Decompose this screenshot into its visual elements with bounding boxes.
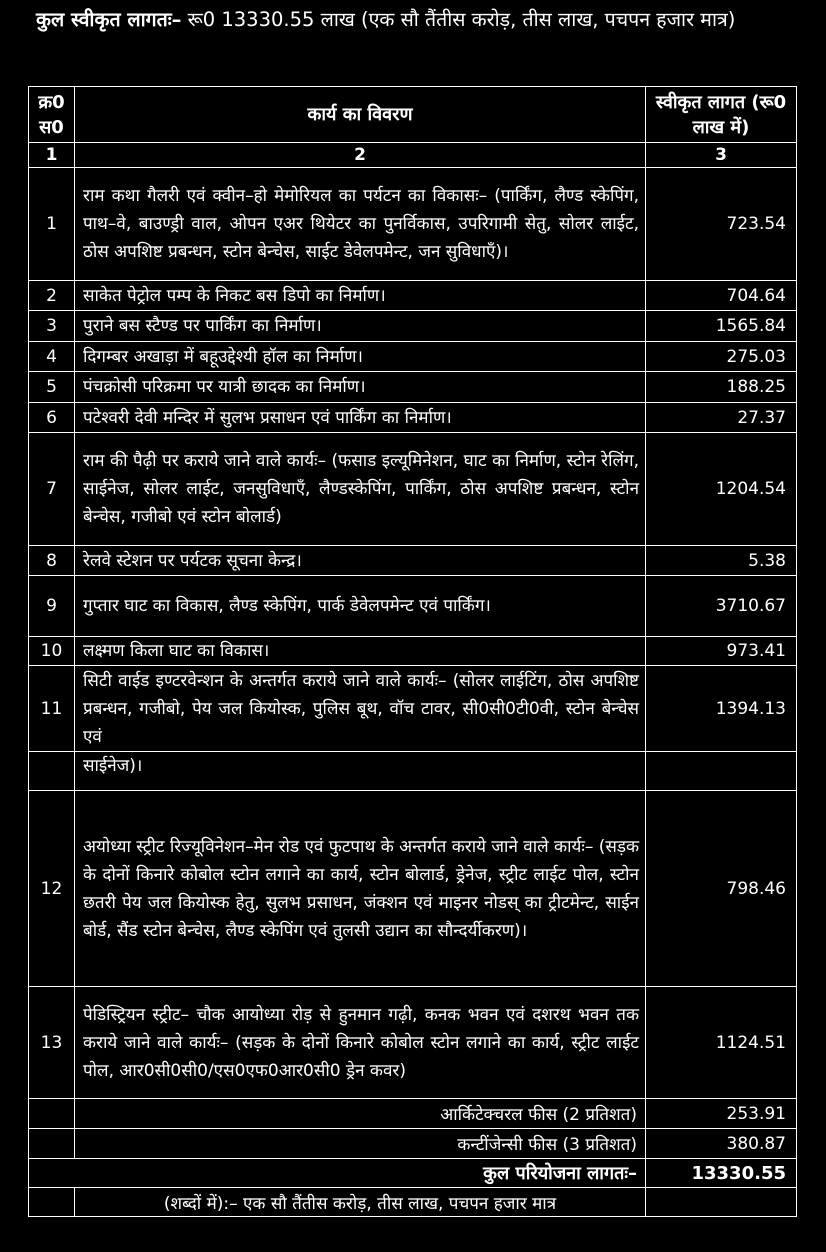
- col-number-3: 3: [646, 143, 797, 168]
- row-description: पंचक्रोसी परिक्रमा पर यात्री छादक का निर्माण।: [75, 372, 646, 403]
- header-sno: क्र0 स0: [29, 87, 75, 143]
- table-row: [29, 433, 797, 546]
- row-amount: 188.25: [646, 372, 797, 403]
- row-description: गुप्तार घाट का विकास, लैण्ड स्केपिंग, पार्क डेवेलपमेन्ट एवं पार्किंग।: [75, 576, 646, 637]
- table-row: [29, 403, 797, 433]
- table-row: [29, 168, 797, 281]
- row-sno: 10: [29, 637, 75, 666]
- row-sno: 2: [29, 281, 75, 311]
- fee-sno: [29, 1099, 75, 1129]
- row-amount: 275.03: [646, 342, 797, 372]
- table-row: [29, 342, 797, 372]
- header-text: रू0 13330.55 लाख (एक सौ तैंतीस करोड़, तीस लाख, पचपन हजार मात्र): [181, 8, 736, 31]
- row-amount: 27.37: [646, 403, 797, 433]
- row-amount: 704.64: [646, 281, 797, 311]
- fee-label: कन्टींजेन्सी फीस (3 प्रतिशत): [75, 1129, 646, 1159]
- row-description: राम कथा गैलरी एवं क्वीन–हो मेमोरियल का पर्यटन का विकासः– (पार्किंग, लैण्ड स्केपिंग, पाथ–वे, बाउण्ड्री वाल, ओपन एअर थियेटर का पुनर्विकास, उपरिगामी सेतु, सोलर लाईट, ठोस अपशिष्ट प्रबन्धन, स्टोन बेन्चेस, साईट डेवेलपमेन्ट, जन सुविधाएँ)।: [75, 168, 646, 281]
- row-amount: 723.54: [646, 168, 797, 281]
- row-description: रेलवे स्टेशन पर पर्यटक सूचना केन्द्र।: [75, 546, 646, 576]
- row-amount: 1394.13: [646, 666, 797, 752]
- row-amount: 5.38: [646, 546, 797, 576]
- fee-row: [29, 1129, 797, 1159]
- words-amount: [646, 1188, 797, 1217]
- header-cost: स्वीकृत लागत (रू0 लाख में): [646, 87, 797, 143]
- table-row: [29, 987, 797, 1099]
- row-sno: 9: [29, 576, 75, 637]
- table-row: [29, 372, 797, 403]
- row-sno: 5: [29, 372, 75, 403]
- table-row: [29, 311, 797, 342]
- row-description: साईनेज)।: [75, 752, 646, 791]
- row-amount: 1204.54: [646, 433, 797, 546]
- row-description: पुराने बस स्टैण्ड पर पार्किंग का निर्माण।: [75, 311, 646, 342]
- header-description: कार्य का विवरण: [75, 87, 646, 143]
- row-description: पटेश्वरी देवी मन्दिर में सुलभ प्रसाधन एवं पार्किंग का निर्माण।: [75, 403, 646, 433]
- row-amount: [646, 752, 797, 791]
- row-sno: 3: [29, 311, 75, 342]
- total-amount: 13330.55: [646, 1159, 797, 1188]
- col-number-2: 2: [75, 143, 646, 168]
- table-row: [29, 791, 797, 987]
- row-description: सिटी वाईड इण्टरवेन्शन के अन्तर्गत कराये जाने वाले कार्यः– (सोलर लाईटिंग, ठोस अपशिष्ट प्रबन्धन, गजीबो, पेय जल कियोस्क, पुलिस बूथ, वॉच टावर, सी0सी0टी0वी, स्टोन बेन्चेस एवं: [75, 666, 646, 752]
- column-number-row: [29, 143, 797, 168]
- total-label: कुल परियोजना लागतः–: [29, 1159, 646, 1188]
- total-sanctioned-cost-header: [36, 6, 796, 33]
- row-amount: 3710.67: [646, 576, 797, 637]
- row-amount: 1565.84: [646, 311, 797, 342]
- row-sno: 8: [29, 546, 75, 576]
- header-label: कुल स्वीकृत लागतः–: [36, 8, 182, 31]
- row-sno: 4: [29, 342, 75, 372]
- words-row: [29, 1188, 797, 1217]
- row-amount: 973.41: [646, 637, 797, 666]
- table-row: [29, 546, 797, 576]
- fee-sno: [29, 1129, 75, 1159]
- total-row: [29, 1159, 797, 1188]
- table-row: [29, 281, 797, 311]
- table-row: [29, 637, 797, 666]
- row-description: दिगम्बर अखाड़ा में बहूउद्देश्यी हॉल का निर्माण।: [75, 342, 646, 372]
- table-row: [29, 666, 797, 752]
- table-row: [29, 752, 797, 791]
- row-description: पेडिस्ट्रियन स्ट्रीट– चौक आयोध्या रोड़ से हुनमान गढ़ी, कनक भवन एवं दशरथ भवन तक कराये जाने वाले कार्यः– (सड़क के दोनों किनारे कोबोल स्टोन लगाने का कार्य, स्ट्रीट लाईट पोल, आर0सी0सी0/एस0एफ0आर0सी0 ड्रेन कवर): [75, 987, 646, 1099]
- row-amount: 798.46: [646, 791, 797, 987]
- words-sno: [29, 1188, 75, 1217]
- row-description: लक्ष्मण किला घाट का विकास।: [75, 637, 646, 666]
- row-sno: 12: [29, 791, 75, 987]
- row-description: राम की पैढ़ी पर कराये जाने वाले कार्यः– (फसाड इल्यूमिनेशन, घाट का निर्माण, स्टोन रेलिंग, साईनेज, सोलर लाईट, जनसुविधाएँ, लैण्डस्केपिंग, पार्किंग, ठोस अपशिष्ट प्रबन्धन, स्टोन बेन्चेस, गजीबो एवं स्टोन बोलार्ड): [75, 433, 646, 546]
- fee-label: आर्किटेक्चरल फीस (2 प्रतिशत): [75, 1099, 646, 1129]
- row-sno: 6: [29, 403, 75, 433]
- row-amount: 1124.51: [646, 987, 797, 1099]
- fee-amount: 380.87: [646, 1129, 797, 1159]
- cost-table: [28, 86, 797, 1217]
- row-description: साकेत पेट्रोल पम्प के निकट बस डिपो का निर्माण।: [75, 281, 646, 311]
- table-row: [29, 576, 797, 637]
- row-description: अयोध्या स्ट्रीट रिज्यूविनेशन–मेन रोड एवं फुटपाथ के अन्तर्गत कराये जाने वाले कार्यः– (सड़क के दोनों किनारे कोबोल स्टोन लगाने का कार्य, स्टोन बोलार्ड, ड्रेनेज, स्ट्रीट लाईट पोल, स्टोन छतरी पेय जल कियोस्क हेतु, सुलभ प्रसाधन, जंक्शन एवं माइनर नोडस् का ट्रीटमेन्ट, साईन बोर्ड, सैंड स्टोन बेन्चेस, लैण्ड स्केपिंग एवं तुलसी उद्यान का सौन्दर्यीकरण)।: [75, 791, 646, 987]
- fee-amount: 253.91: [646, 1099, 797, 1129]
- fee-row: [29, 1099, 797, 1129]
- table-header-row: [29, 87, 797, 143]
- row-sno: 11: [29, 666, 75, 752]
- row-sno: 1: [29, 168, 75, 281]
- row-sno: 13: [29, 987, 75, 1099]
- col-number-1: 1: [29, 143, 75, 168]
- row-sno: 7: [29, 433, 75, 546]
- row-sno: [29, 752, 75, 791]
- total-in-words: (शब्दों में):– एक सौ तैंतीस करोड़, तीस लाख, पचपन हजार मात्र: [75, 1188, 646, 1217]
